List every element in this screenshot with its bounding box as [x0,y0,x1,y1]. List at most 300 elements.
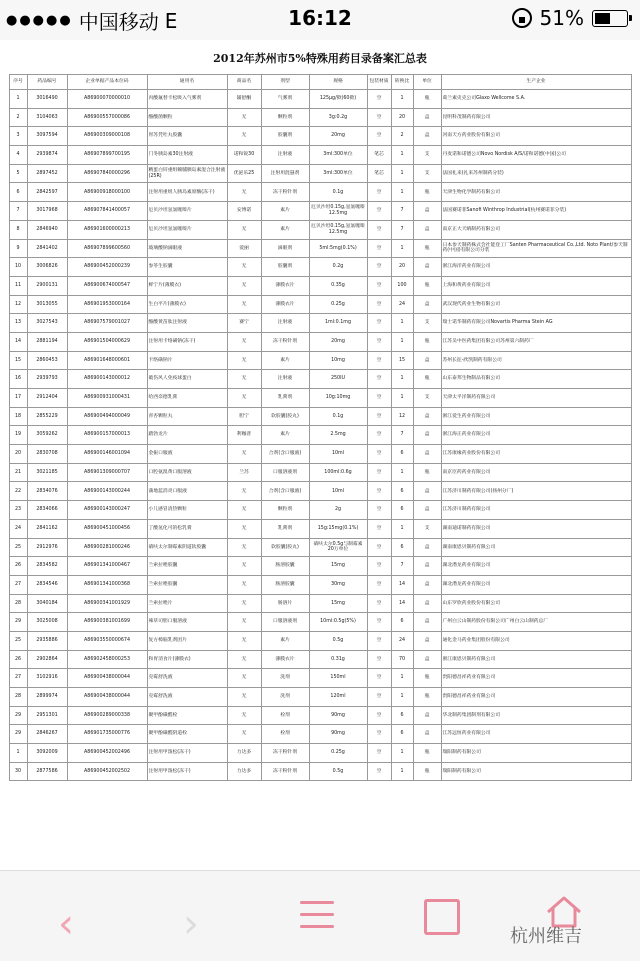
table-cell: 无 [227,613,261,632]
table-cell: A86900557000086 [67,108,147,127]
table-row [9,519,631,538]
table-cell: 14 [391,594,413,613]
table-row [9,688,631,707]
table-cell: 90mg [309,725,367,744]
table-cell: 0.35g [309,276,367,295]
table-cell: 乳膏剂 [261,519,309,538]
table-cell: 无 [227,669,261,688]
table-cell: A86900674000547 [67,276,147,295]
table-cell: 空 [367,706,391,725]
table-cell: A86907840000296 [67,164,147,183]
table-cell: 软胶囊(胶丸) [261,407,309,426]
table-cell: A86901600000213 [67,220,147,239]
table-cell: 贵阳德昌祥药业有限公司 [441,688,631,707]
table-cell: 6 [391,613,413,632]
table-cell: 辅舒酮 [227,90,261,109]
table-cell: 12 [391,407,413,426]
table-cell: 瓶 [413,90,441,109]
table-cell: A86900452002496 [67,744,147,763]
table-cell: 1 [391,762,413,781]
table-cell: 瓶 [413,332,441,351]
table-cell: 空 [367,631,391,650]
table-cell: 100ml:0.6g [309,463,367,482]
table-cell: 酪酸菌颗粒 [147,108,227,127]
table-cell: 南京正大天晴制药有限公司 [441,220,631,239]
table-cell: 20 [9,445,27,464]
table-cell: 无 [227,557,261,576]
table-cell: 瓶 [413,463,441,482]
table-cell: 10ml:0.5g(5%) [309,613,367,632]
table-cell: 软胶囊(胶丸) [261,538,309,557]
table-cell: 1 [391,370,413,389]
table-cell: 空 [367,90,391,109]
table-cell: 7 [391,202,413,221]
table-cell: 3016490 [27,90,67,109]
table-cell: 22 [9,482,27,501]
table-row [9,314,631,333]
table-cell: 厄贝沙坦0.15g,氢氯噻嗪12.5mg [309,202,367,221]
table-cell: 无 [227,295,261,314]
table-row [9,202,631,221]
table-cell: 16 [9,370,27,389]
table-cell: 空 [367,725,391,744]
table-cell: 2912404 [27,389,67,408]
table-cell: 2935886 [27,631,67,650]
table-cell: 7 [391,426,413,445]
table-cell: 15mg [309,557,367,576]
table-cell: 3ml:300单位 [309,164,367,183]
table-cell: 100 [391,276,413,295]
table-cell: 空 [367,650,391,669]
table-row [9,407,631,426]
table-cell: 2841162 [27,519,67,538]
table-cell: 空 [367,314,391,333]
table-cell: 江苏济川制药有限公司(扬州分厂) [441,482,631,501]
table-cell: 克霉舒洗液 [147,688,227,707]
table-cell: 江苏济川制药有限公司 [441,501,631,520]
table-cell: 1 [9,90,27,109]
table-row [9,127,631,146]
table-cell: 无 [227,332,261,351]
table-cell: A86900341001929 [67,594,147,613]
table-cell: 3021185 [27,463,67,482]
table-cell: A86907841400057 [67,202,147,221]
table-cell: 生白平片(薄膜衣) [147,295,227,314]
table-cell: 支 [413,146,441,165]
table-cell: 支 [413,519,441,538]
table-cell: 15 [391,351,413,370]
table-cell: A86900143000247 [67,501,147,520]
table-cell: 空 [367,332,391,351]
table-cell: 3059262 [27,426,67,445]
table-cell: 1 [391,146,413,165]
table-cell: 蒲地蓝消炎口服液 [147,482,227,501]
table-cell: A86900438000044 [67,688,147,707]
table-cell: 2939874 [27,146,67,165]
table-cell: 广州白云山制药股份有限公司广州白云山制药总厂 [441,613,631,632]
table-cell: 赛宁 [227,314,261,333]
table-cell: 素片 [261,220,309,239]
table-cell: 25 [9,538,27,557]
table-cell: 空 [367,389,391,408]
table-cell: 丙酸氟替卡松吸入气雾剂 [147,90,227,109]
table-cell: A86901735000776 [67,725,147,744]
table-cell: 0.1g [309,407,367,426]
table-row [9,389,631,408]
table-cell: 空 [367,370,391,389]
table-cell: 空 [367,501,391,520]
table-cell: 冻干粉针剂 [261,332,309,351]
table-cell: A86900281000246 [67,538,147,557]
table-cell: A86900143000244 [67,482,147,501]
table-cell: 6 [391,445,413,464]
watermark: 杭州维吉 [510,926,582,947]
column-header: 企业单据产品本位码 [67,75,147,90]
table-cell: 复方樟脑乳剂团片 [147,631,227,650]
table-row [9,538,631,557]
table-cell: 3092009 [27,744,67,763]
table-cell: 30mg [309,575,367,594]
table-row [9,164,631,183]
table-row [9,90,631,109]
table-cell: 2939793 [27,370,67,389]
table-cell: 兰索拉唑胶囊 [147,557,227,576]
table-row [9,332,631,351]
table-cell: 湖北潜龙药业有限公司 [441,557,631,576]
table-cell: 2 [391,127,413,146]
table-cell: 盒 [413,725,441,744]
table-cell: 瑞士诺华制药有限公司Novartis Pharma Stein AG [441,314,631,333]
table-cell: 哈西奈德乳膏 [147,389,227,408]
chevron-right-icon[interactable]: › [183,901,199,947]
table-cell: 3097594 [27,127,67,146]
table-cell: 30 [9,762,27,781]
table-cell: 2g [309,501,367,520]
table-cell: 山东罗欣药业股份有限公司 [441,594,631,613]
table-row [9,108,631,127]
table-cell: 空 [367,519,391,538]
table-cell: 17 [9,389,27,408]
table-cell: 3 [9,127,27,146]
table-cell: 盒 [413,575,441,594]
signal-strength-icon: ●●●●● [6,13,73,28]
table-cell: A86901648000601 [67,351,147,370]
table-cell: 无 [227,482,261,501]
table-cell: 盒 [413,594,441,613]
table-cell: 12 [9,295,27,314]
column-header: 转换比 [391,75,413,90]
table-cell: 6 [391,706,413,725]
table-cell: 气雾剂 [261,90,309,109]
table-cell: 注射用卡络磺钠(冻干) [147,332,227,351]
table-cell: 2834582 [27,557,67,576]
table-cell: 空 [367,276,391,295]
table-cell: 1 [391,239,413,258]
table-row [9,295,631,314]
table-cell: 无 [227,183,261,202]
table-cell: A86900931000431 [67,389,147,408]
table-cell: 2834076 [27,482,67,501]
menu-icon[interactable] [300,901,334,931]
table-cell: 2877586 [27,762,67,781]
table-cell: 0.1g [309,183,367,202]
table-cell: 盒 [413,706,441,725]
table-cell: A86900070000010 [67,90,147,109]
table-cell: 6 [391,725,413,744]
table-cell: 空 [367,744,391,763]
table-cell: 无 [227,725,261,744]
table-cell: 素片 [261,202,309,221]
table-cell: 3ml:300单位 [309,146,367,165]
table-cell: 20 [391,108,413,127]
table-cell: A86902458000253 [67,650,147,669]
table-cell: 硝呋太尔0.5g与制霉素20万单位 [309,538,367,557]
table-cell: A86907899700195 [67,146,147,165]
table-cell: 无 [227,575,261,594]
table-cell: 口服溶液剂 [261,463,309,482]
table-cell: 颗粒剂 [261,108,309,127]
table-cell: 5 [9,164,27,183]
table-cell: 兰索拉唑片 [147,594,227,613]
table-cell: 28 [9,688,27,707]
table-cell: 盒 [413,351,441,370]
table-cell: 厄贝沙坦0.15g,氢氯噻嗪12.5mg [309,220,367,239]
table-cell: 鲜宁片(薄膜衣) [147,276,227,295]
tabs-icon[interactable] [424,899,460,935]
table-cell: 金振口服液 [147,445,227,464]
table-cell: 瓶 [413,744,441,763]
table-cell: 瓶 [413,762,441,781]
table-cell: 瓶 [413,276,441,295]
drug-table [9,74,632,781]
table-cell: 2897452 [27,164,67,183]
table-cell: 玻璃酸钠滴眼液 [147,239,227,258]
table-cell: 肠溶胶囊 [261,557,309,576]
table-cell: 胃苏凭吐丸胶囊 [147,127,227,146]
table-cell: 6 [9,183,27,202]
table-cell: 150ml [309,669,367,688]
column-header: 药品编号 [27,75,67,90]
table-cell: 空 [367,762,391,781]
table-cell: 2912976 [27,538,67,557]
table-cell: 口服溶液剂 [261,613,309,632]
table-cell: 29 [9,725,27,744]
table-row [9,669,631,688]
table-cell: 精蛋白锌重组赖脯胰岛素混合注射液(25R) [147,164,227,183]
table-cell: 24 [391,295,413,314]
table-cell: 瓶 [413,183,441,202]
table-row [9,426,631,445]
chevron-left-icon[interactable]: ‹ [58,901,74,947]
table-cell: 盒 [413,295,441,314]
table-cell: A86900381001699 [67,613,147,632]
table-cell: 无 [227,688,261,707]
table-cell: 70 [391,650,413,669]
table-cell: 盒 [413,108,441,127]
table-cell: 空 [367,202,391,221]
table-cell: 1 [391,90,413,109]
table-cell: 江苏康缘药业股份有限公司 [441,445,631,464]
table-cell: 3025008 [27,613,67,632]
table-cell: 5ml:5mg(0.1%) [309,239,367,258]
table-cell: 2900131 [27,276,67,295]
column-header: 生产企业 [441,75,631,90]
table-cell: 薄膜衣片 [261,295,309,314]
table-cell: 滴眼剂 [261,239,309,258]
table-cell: 120ml [309,688,367,707]
table-cell: 21 [9,463,27,482]
table-cell: 13 [9,314,27,333]
battery-icon [592,10,628,27]
table-cell: 优泌乐25 [227,164,261,183]
document-image[interactable] [0,40,640,870]
table-cell: 2846940 [27,220,67,239]
table-cell: 华北制药集团制剂有限公司 [441,706,631,725]
table-cell: 素片 [261,351,309,370]
table-cell: 7 [9,202,27,221]
table-cell: 无 [227,706,261,725]
table-cell: 口腔氨溴黄口服溶液 [147,463,227,482]
table-cell: 安博诺 [227,202,261,221]
column-header: 包装材质 [367,75,391,90]
column-header: 单位 [413,75,441,90]
table-cell: 上海和黄药业有限公司 [441,276,631,295]
battery-fill [595,13,610,24]
table-cell: A86901953000164 [67,295,147,314]
table-cell: 3040184 [27,594,67,613]
table-cell: 无 [227,108,261,127]
table-cell: 注射液 [261,370,309,389]
table-cell: 空 [367,127,391,146]
table-cell: 9 [9,239,27,258]
table-cell: 盒 [413,127,441,146]
battery-percent: 51% [539,6,584,30]
table-cell: 盒 [413,613,441,632]
status-bar-right [512,6,628,30]
rotation-lock-icon [512,8,532,28]
table-cell: 空 [367,258,391,277]
status-bar [0,0,640,40]
table-cell: 2902864 [27,650,67,669]
table-cell: 空 [367,669,391,688]
table-cell: 无 [227,370,261,389]
table-cell: 卡络磺钠片 [147,351,227,370]
table-cell: 厄贝沙坦氢氯噻嗪片 [147,202,227,221]
table-cell: 盒 [413,501,441,520]
table-cell: 盒 [413,426,441,445]
table-cell: 空 [367,407,391,426]
table-cell: 无 [227,351,261,370]
table-cell: 26 [9,557,27,576]
table-cell: 空 [367,183,391,202]
table-cell: 无 [227,519,261,538]
table-cell: 湖南康恩贝制药有限公司 [441,538,631,557]
table-cell: 盒 [413,220,441,239]
table-cell: 笔芯 [367,146,391,165]
table-cell: 南京臣药药业有限公司 [441,463,631,482]
table-cell: 日本参天制药株式会社能登工厂Santen Pharmaceutical Co.,Ltd. Noto Plant/参天制药(中国)有限公司分装 [441,239,631,258]
table-row [9,650,631,669]
table-cell: A86900157000013 [67,426,147,445]
table-cell: 10g:10mg [309,389,367,408]
table-cell: 3006826 [27,258,67,277]
table-cell: A86900918000100 [67,183,147,202]
table-cell: 丁酸氢化可的松乳膏 [147,519,227,538]
table-cell: 诺和锐30 [227,146,261,165]
table-cell: 乳膏剂 [261,389,309,408]
table-cell: 空 [367,108,391,127]
table-cell: A86901309000707 [67,463,147,482]
table-cell: 1 [391,744,413,763]
table-cell: 法国礼来(礼来苏州制药分装) [441,164,631,183]
table-cell: A86900146001094 [67,445,147,464]
table-cell: 2855229 [27,407,67,426]
table-cell: 无 [227,389,261,408]
table-row [9,575,631,594]
table-cell: 瓶 [413,239,441,258]
table-cell: 2899974 [27,688,67,707]
table-cell: 25 [9,631,27,650]
table-cell: 和胃消食片(薄膜衣) [147,650,227,669]
table-cell: 力达多 [227,744,261,763]
table-cell: 兰苏 [227,463,261,482]
table-cell: 2842597 [27,183,67,202]
table-cell: 空 [367,351,391,370]
table-cell: 注射用重组人胰岛素原酶(冻干) [147,183,227,202]
table-row [9,594,631,613]
table-row [9,744,631,763]
table-cell: 20mg [309,332,367,351]
table-cell: 合剂(含口服液) [261,445,309,464]
table-cell: 90mg [309,706,367,725]
table-cell: 克霉舒洗液 [147,669,227,688]
table-cell: 29 [9,706,27,725]
table-cell: 10 [9,258,27,277]
table-cell: 6 [391,501,413,520]
table-cell: 2834066 [27,501,67,520]
table-cell: 7 [391,220,413,239]
table-cell: 江苏吴中医药集团有限公司苏州第六制药厂 [441,332,631,351]
table-cell: 27 [9,575,27,594]
table-cell: 盒 [413,482,441,501]
table-cell: 3027543 [27,314,67,333]
table-cell: A86900452002502 [67,762,147,781]
table-cell: 1 [391,314,413,333]
table-row [9,351,631,370]
table-cell: 20mg [309,127,367,146]
table-cell: 2951301 [27,706,67,725]
table-cell: 125μg/揿(60揿) [309,90,367,109]
table-cell: 聚甲酚磺醛阴道栓 [147,725,227,744]
table-cell: 250IU [309,370,367,389]
table-cell: 24 [9,519,27,538]
table-cell: 洗剂 [261,688,309,707]
table-cell: 盒 [413,631,441,650]
table-cell: 空 [367,482,391,501]
table-cell: 11 [9,276,27,295]
table-cell: 破伤风人免疫球蛋白 [147,370,227,389]
table-cell: 空 [367,239,391,258]
table-cell: 无 [227,445,261,464]
table-cell: 19 [9,426,27,445]
table-cell: 薄膜衣片 [261,650,309,669]
table-cell: 空 [367,463,391,482]
table-cell: 肠溶胶囊 [261,575,309,594]
table-cell: A86907579001027 [67,314,147,333]
table-cell: 4 [9,146,27,165]
table-row [9,258,631,277]
table-cell: 瓶 [413,669,441,688]
